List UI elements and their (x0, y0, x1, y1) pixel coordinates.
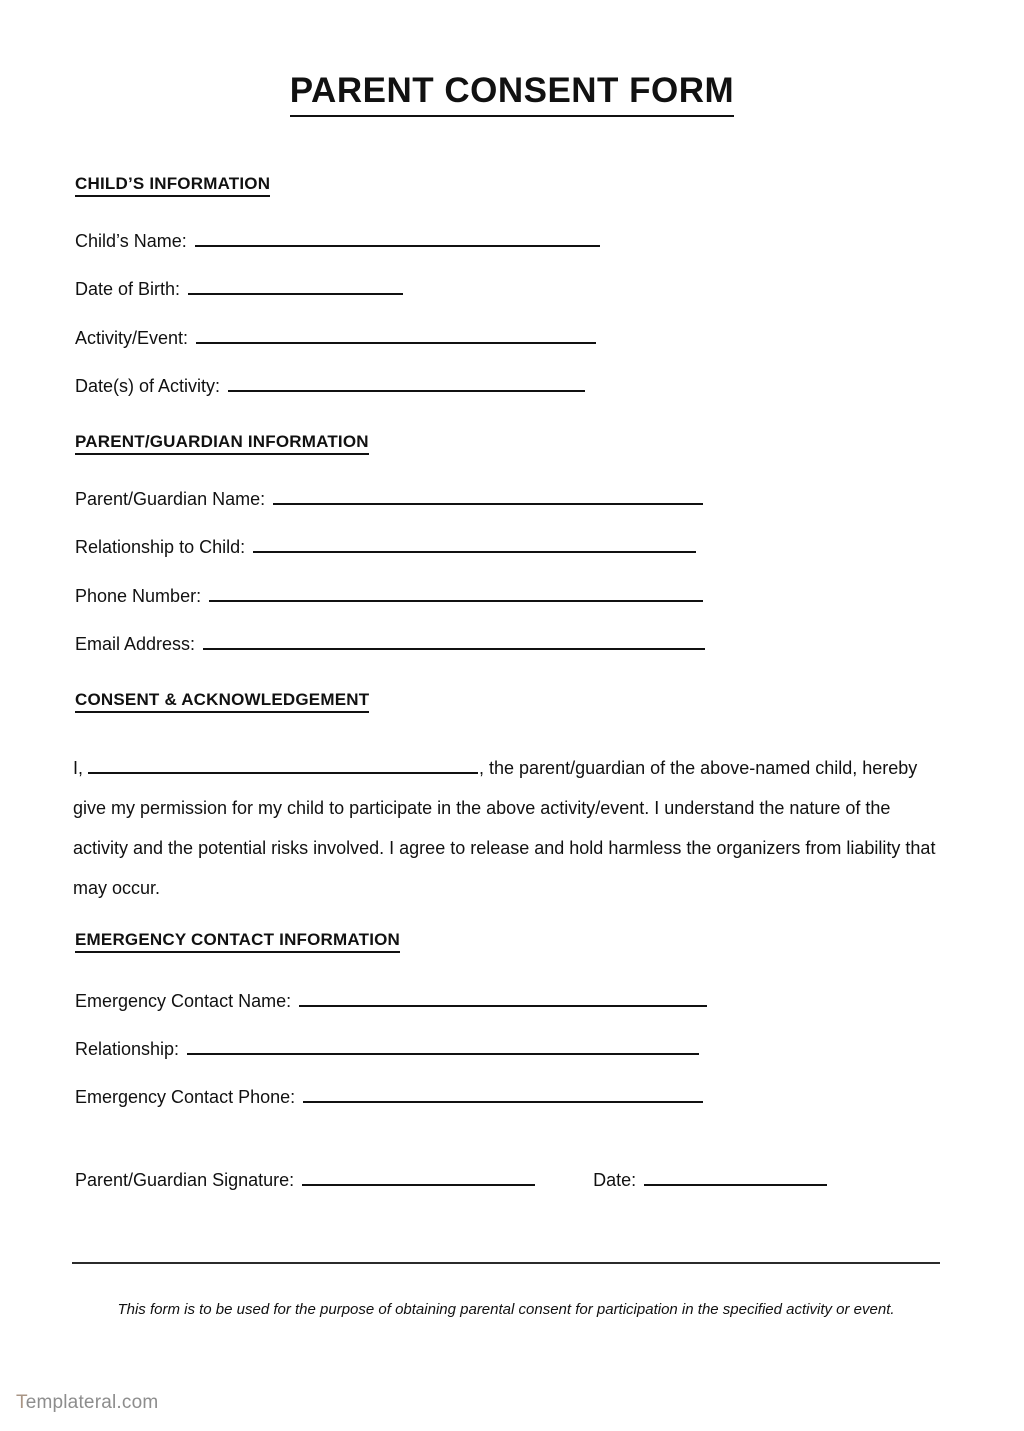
section-heading-emergency-contact-information-text: EMERGENCY CONTACT INFORMATION (75, 930, 400, 953)
field-row-emergency-relationship (75, 1036, 699, 1062)
field-blank-childs-name[interactable] (195, 228, 600, 247)
field-label-email-address: Email Address: (75, 634, 196, 654)
field-blank-emergency-relationship[interactable] (187, 1036, 699, 1055)
field-blank-activity-event[interactable] (196, 325, 596, 344)
date-group (593, 1166, 827, 1194)
field-blank-parent-guardian-name[interactable] (273, 486, 703, 505)
signature-group (75, 1166, 535, 1194)
field-label-emergency-contact-name: Emergency Contact Name: (75, 991, 292, 1011)
field-label-parent-guardian-signature: Parent/Guardian Signature: (75, 1170, 295, 1190)
footer-divider (72, 1262, 940, 1264)
field-blank-signature-date[interactable] (644, 1167, 827, 1186)
field-label-activity-event: Activity/Event: (75, 328, 189, 348)
field-row-relationship-to-child (75, 534, 696, 560)
field-row-date-of-birth (75, 276, 403, 302)
section-heading-child-information (75, 174, 270, 197)
section-heading-consent-acknowledgement (75, 690, 369, 713)
field-blank-relationship-to-child[interactable] (253, 534, 696, 553)
section-heading-parent-guardian-information-text: PARENT/GUARDIAN INFORMATION (75, 432, 369, 455)
field-label-signature-date: Date: (593, 1170, 637, 1190)
consent-paragraph-lead: I, (73, 758, 84, 778)
field-label-emergency-relationship: Relationship: (75, 1039, 180, 1059)
section-heading-child-information-text: CHILD’S INFORMATION (75, 174, 270, 197)
page-title (0, 70, 1024, 117)
field-label-emergency-contact-phone: Emergency Contact Phone: (75, 1087, 296, 1107)
field-blank-emergency-contact-name[interactable] (299, 988, 707, 1007)
field-label-phone-number: Phone Number: (75, 586, 202, 606)
consent-paragraph (73, 748, 941, 908)
field-label-childs-name: Child’s Name: (75, 231, 187, 251)
field-row-email-address (75, 631, 705, 657)
field-label-date-of-birth: Date of Birth: (75, 279, 181, 299)
field-blank-phone-number[interactable] (209, 583, 703, 602)
field-row-dates-of-activity (75, 373, 585, 399)
field-row-activity-event (75, 325, 596, 351)
consent-paragraph-body: , the parent/guardian of the above-named child, hereby give my permission for my child to participate in the above activity/event. I understand the nature of the activity and the potential risks involved. I agree to release and hold harmless the organizers from liability that may occur. (73, 758, 936, 898)
watermark-first-letter: T (16, 1392, 26, 1413)
field-row-emergency-contact-phone (75, 1084, 703, 1110)
field-label-parent-guardian-name: Parent/Guardian Name: (75, 489, 266, 509)
field-row-parent-guardian-name (75, 486, 703, 512)
field-blank-parent-guardian-signature[interactable] (302, 1167, 535, 1186)
section-heading-emergency-contact-information (75, 930, 400, 953)
watermark-templateral (16, 1391, 158, 1415)
field-row-childs-name (75, 228, 600, 254)
field-label-relationship-to-child: Relationship to Child: (75, 537, 246, 557)
field-row-emergency-contact-name (75, 988, 707, 1014)
footer-note: This form is to be used for the purpose of obtaining parental consent for participation in the specified activity or event. (117, 1301, 895, 1318)
page-title-text: PARENT CONSENT FORM (290, 70, 734, 117)
section-heading-parent-guardian-information (75, 432, 369, 455)
watermark-rest: emplateral.com (25, 1392, 159, 1413)
field-blank-email-address[interactable] (203, 631, 705, 650)
field-blank-emergency-contact-phone[interactable] (303, 1084, 703, 1103)
signature-row (75, 1166, 955, 1194)
section-heading-consent-acknowledgement-text: CONSENT & ACKNOWLEDGEMENT (75, 690, 369, 713)
field-blank-dates-of-activity[interactable] (228, 373, 585, 392)
field-row-phone-number (75, 583, 703, 609)
field-blank-date-of-birth[interactable] (188, 276, 403, 295)
consent-name-blank[interactable] (88, 757, 478, 774)
field-label-dates-of-activity: Date(s) of Activity: (75, 376, 221, 396)
